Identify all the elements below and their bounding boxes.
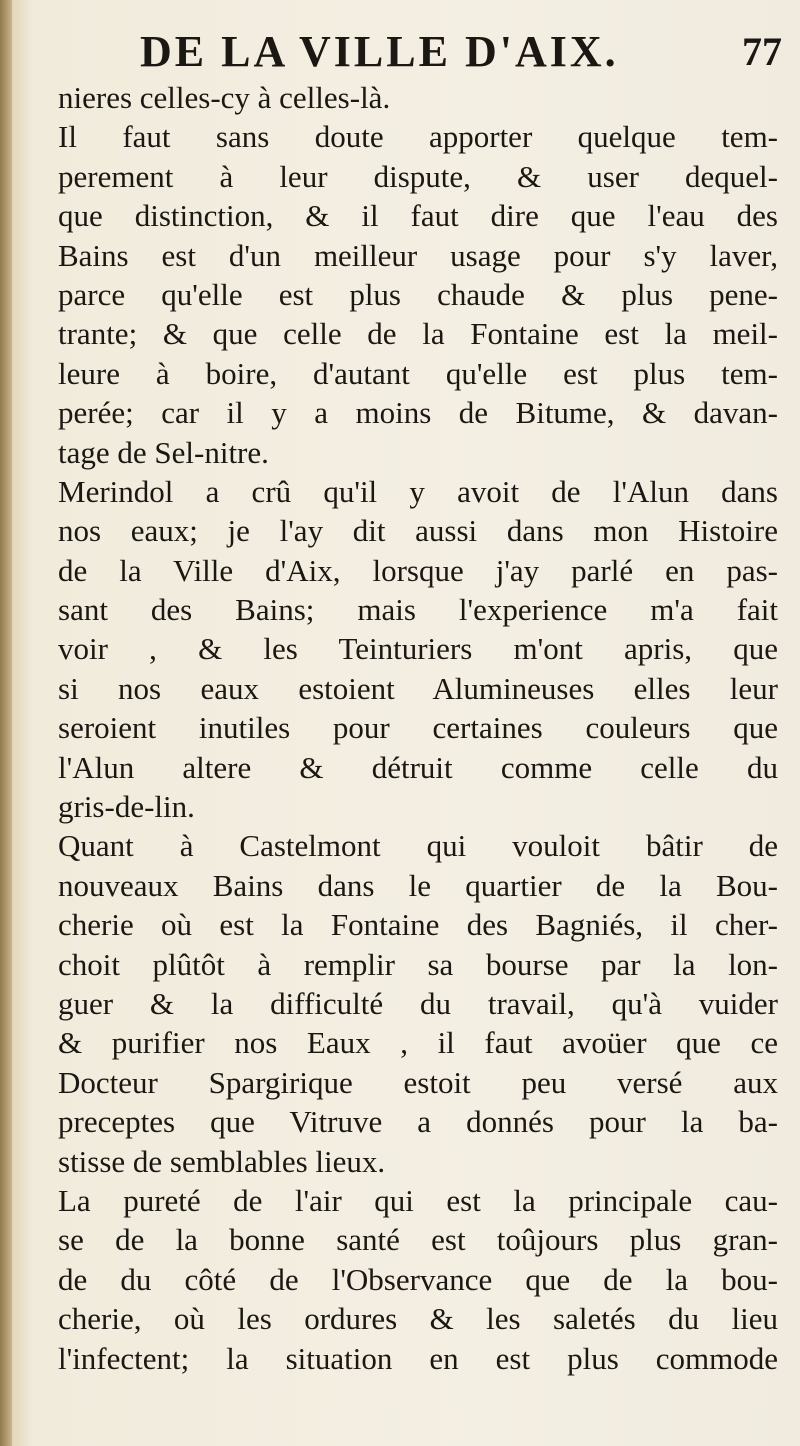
text-line: guer & la difficulté du travail, qu'à vuider — [58, 985, 778, 1021]
text-line: stisse de semblables lieux. — [58, 1143, 386, 1179]
text-line: seroient inutiles pour certaines couleurs que — [58, 710, 778, 746]
page-number: 77 — [742, 29, 782, 74]
text-line: se de la bonne santé est toûjours plus gran- — [58, 1222, 778, 1258]
text-line: La pureté de l'air qui est la principale cau- — [58, 1182, 778, 1218]
text-line: Il faut sans doute apporter quelque tem- — [58, 119, 778, 155]
text-line: de du côté de l'Observance que de la bou- — [58, 1261, 778, 1297]
text-line: que distinction, & il faut dire que l'eau des — [58, 198, 778, 234]
text-line: perement à leur dispute, & user dequel- — [58, 158, 778, 194]
text-line: Bains est d'un meilleur usage pour s'y laver, — [58, 237, 778, 273]
text-line: choit plûtôt à remplir sa bourse par la lon- — [58, 946, 778, 982]
text-line: Docteur Spargirique estoit peu versé aux — [58, 1064, 778, 1100]
text-line: parce qu'elle est plus chaude & plus pene- — [58, 276, 778, 312]
page-header — [140, 22, 790, 82]
text-line: l'Alun altere & détruit comme celle du — [58, 749, 778, 785]
text-line: Merindol a crû qu'il y avoit de l'Alun dans — [58, 473, 778, 509]
text-line: tage de Sel-nitre. — [58, 434, 269, 470]
text-line: l'infectent; la situation en est plus commode — [58, 1340, 778, 1376]
book-spine-edge — [0, 0, 12, 1446]
text-line: sant des Bains; mais l'experience m'a fait — [58, 592, 778, 628]
text-line: nouveaux Bains dans le quartier de la Bou- — [58, 867, 778, 903]
text-line: nieres celles-cy à celles-là. — [58, 80, 391, 115]
text-line: voir , & les Teinturiers m'ont apris, que — [58, 631, 778, 667]
text-line: cherie où est la Fontaine des Bagniés, il cher- — [58, 907, 778, 943]
text-line: gris-de-lin. — [58, 789, 195, 825]
text-line: leure à boire, d'autant qu'elle est plus tem- — [58, 355, 778, 391]
text-line: nos eaux; je l'ay dit aussi dans mon Histoire — [58, 513, 778, 549]
running-head: DE LA VILLE D'AIX. — [140, 27, 619, 76]
text-line: & purifier nos Eaux , il faut avoüer que ce — [58, 1025, 778, 1061]
text-line: perée; car il y a moins de Bitume, & davan- — [58, 395, 778, 431]
text-line: trante; & que celle de la Fontaine est la meil- — [58, 316, 778, 352]
text-line: de la Ville d'Aix, lorsque j'ay parlé en pas- — [58, 552, 778, 588]
body-text — [58, 78, 778, 1378]
text-line: preceptes que Vitruve a donnés pour la ba- — [58, 1104, 778, 1140]
text-line: Quant à Castelmont qui vouloit bâtir de — [58, 828, 778, 864]
text-line: cherie, où les ordures & les saletés du lieu — [58, 1301, 778, 1337]
text-line: si nos eaux estoient Alumineuses elles leur — [58, 670, 778, 706]
